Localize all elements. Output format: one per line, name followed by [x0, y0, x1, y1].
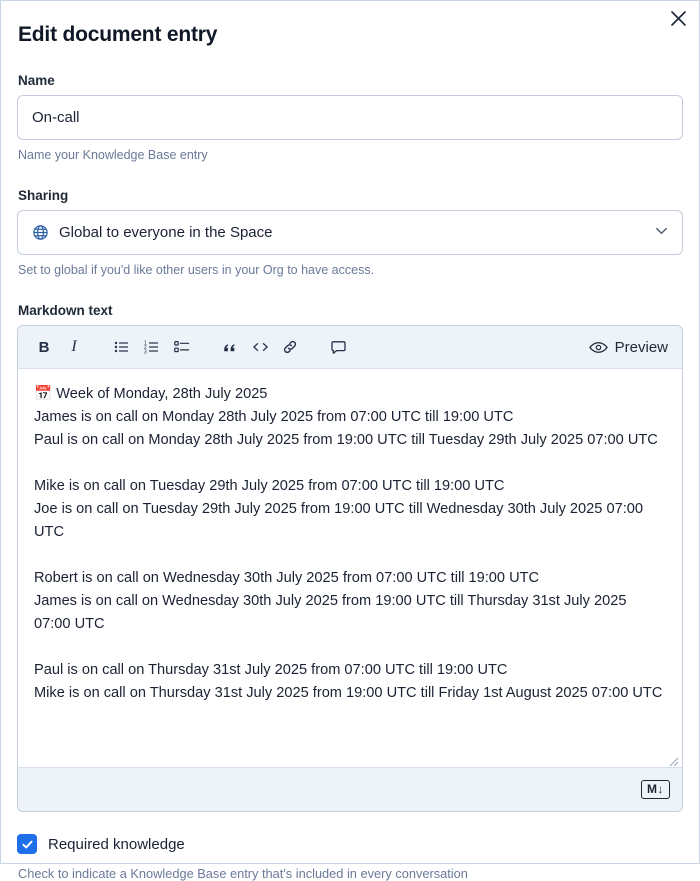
eye-icon: [589, 340, 608, 355]
markdown-line: Paul is on call on Thursday 31st July 2025 from 07:00 UTC till 19:00 UTC: [34, 662, 508, 678]
italic-icon[interactable]: I: [60, 333, 88, 361]
quote-icon[interactable]: [216, 333, 244, 361]
markdown-line: Joe is on call on Tuesday 29th July 2025 from 19:00 UTC till Wednesday 30th July 2025 07:00 UTC: [34, 501, 648, 540]
required-knowledge-row: [17, 834, 683, 854]
checklist-icon[interactable]: [168, 333, 196, 361]
markdown-line: 📅 Week of Monday, 28th July 2025: [34, 386, 268, 402]
markdown-line: James is on call on Monday 28th July 2025 from 07:00 UTC till 19:00 UTC: [34, 409, 514, 425]
markdown-editor: [17, 325, 683, 812]
bulleted-list-icon[interactable]: [108, 333, 136, 361]
required-knowledge-label: Required knowledge: [48, 835, 185, 853]
name-input[interactable]: [17, 95, 683, 140]
markdown-footer: [18, 767, 682, 811]
sharing-field-helper: Set to global if you'd like other users in your Org to have access.: [18, 263, 375, 277]
sharing-select-value: Global to everyone in the Space: [59, 224, 273, 241]
svg-text:2: 2: [144, 345, 147, 351]
required-knowledge-helper: Check to indicate a Knowledge Base entry that's included in every conversation: [18, 866, 468, 881]
numbered-list-icon[interactable]: [138, 333, 166, 361]
svg-text:1: 1: [144, 340, 147, 347]
code-icon[interactable]: [246, 333, 274, 361]
required-knowledge-checkbox[interactable]: [17, 834, 37, 854]
name-field-helper: Name your Knowledge Base entry: [18, 148, 208, 162]
markdown-blank-line: [34, 544, 666, 567]
markdown-line: Mike is on call on Thursday 31st July 2025 from 19:00 UTC till Friday 1st August 2025 07:00 UTC: [34, 685, 663, 701]
globe-icon: [32, 224, 49, 241]
markdown-blank-line: [34, 636, 666, 659]
sharing-field-label: Sharing: [18, 188, 69, 203]
markdown-toolbar: [18, 326, 682, 369]
page-title: Edit document entry: [18, 23, 218, 46]
markdown-textarea[interactable]: [18, 369, 682, 767]
preview-button[interactable]: [587, 337, 670, 358]
link-icon[interactable]: [276, 333, 304, 361]
comment-icon[interactable]: [324, 333, 352, 361]
sharing-select[interactable]: [17, 210, 683, 255]
preview-label: Preview: [614, 338, 668, 356]
svg-text:3: 3: [144, 349, 147, 355]
close-icon[interactable]: [665, 5, 691, 31]
name-field-label: Name: [18, 73, 55, 88]
markdown-line: James is on call on Wednesday 30th July 2025 from 19:00 UTC till Thursday 31st July 2025 07:00 UTC: [34, 593, 631, 632]
markdown-badge: M↓: [641, 780, 670, 799]
resize-handle[interactable]: [667, 752, 679, 764]
chevron-down-icon: [654, 223, 669, 243]
markdown-line: Mike is on call on Tuesday 29th July 2025 from 07:00 UTC till 19:00 UTC: [34, 478, 505, 494]
markdown-line: Robert is on call on Wednesday 30th July 2025 from 07:00 UTC till 19:00 UTC: [34, 570, 540, 586]
bold-icon[interactable]: B: [30, 333, 58, 361]
markdown-blank-line: [34, 452, 666, 475]
markdown-line: Paul is on call on Monday 28th July 2025 from 19:00 UTC till Tuesday 29th July 2025 07:00 UTC: [34, 432, 658, 448]
markdown-field-label: Markdown text: [18, 303, 113, 318]
markdown-content: [34, 383, 666, 705]
